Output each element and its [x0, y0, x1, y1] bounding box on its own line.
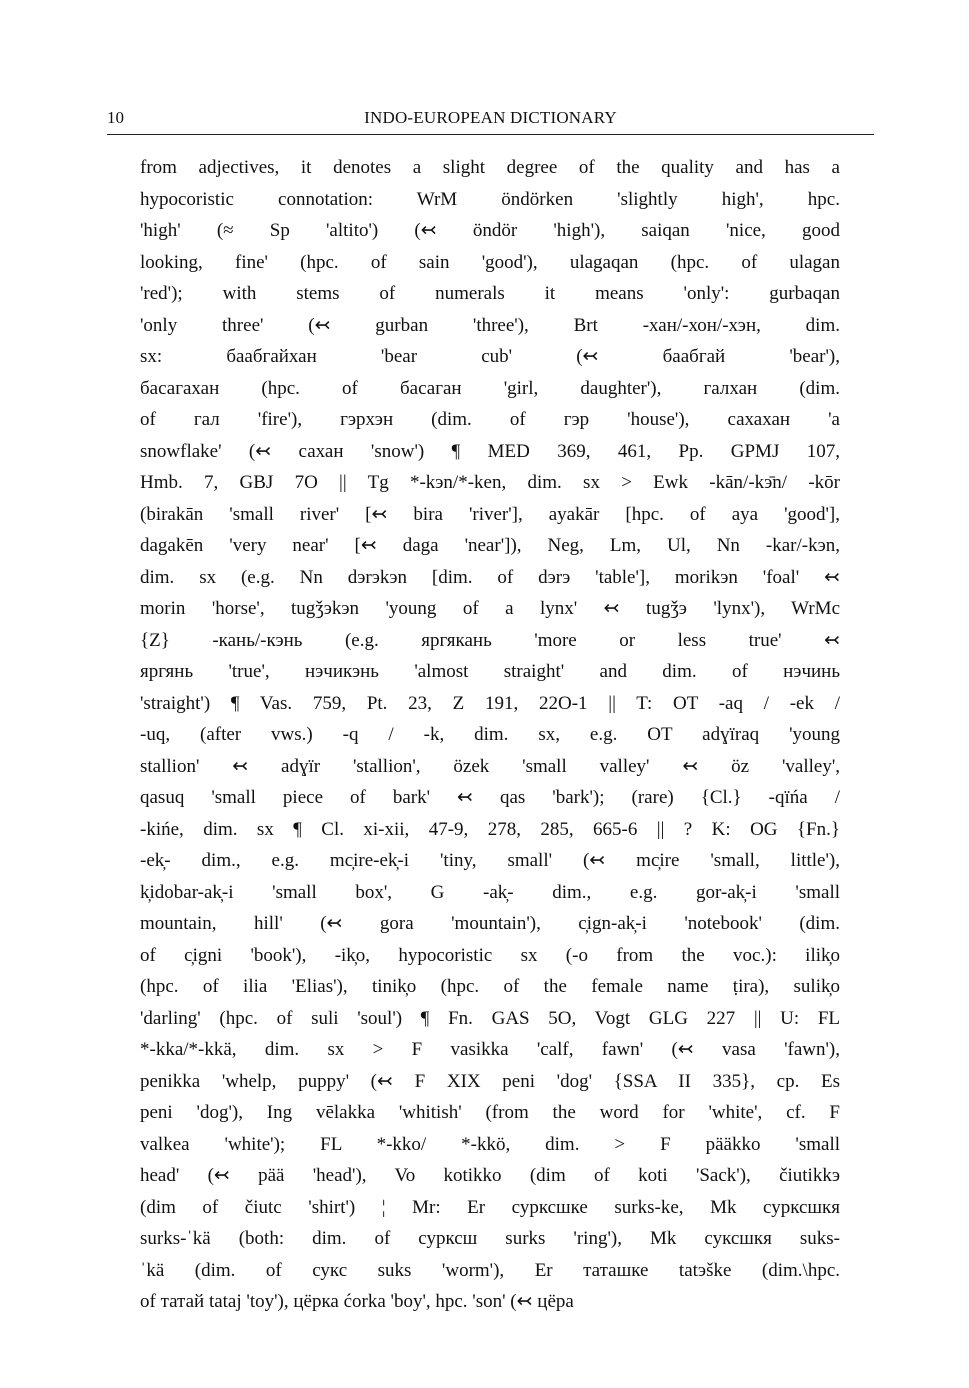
- text-line-15: morin 'horse', tugǯэkэn 'young of a lynx' ↢ tugǯэ 'lynx'), WrMc: [140, 598, 840, 619]
- text-line-23: -ek̦- dim., e.g. mc̦ire-ek̦-i 'tiny, small' (↢ mc̦ire 'small, little'),: [140, 850, 840, 871]
- dictionary-entry-body: [140, 152, 840, 1318]
- text-line-29: *-kka/*-kkä, dim. sx > F vasikka 'calf, fawn' (↢ vasa 'fawn'),: [140, 1039, 840, 1060]
- text-line-8: басагахан (hpc. of басаган 'girl, daughter'), галхан (dim.: [140, 377, 840, 399]
- text-line-30: penikka 'whelp, puppy' (↢ F XIX peni 'dog' {SSA II 335}, cp. Es: [140, 1070, 840, 1092]
- text-line-12: (birakān 'small river' [↢ bira 'river'], ayakār [hpc. of aya 'good'],: [140, 503, 840, 525]
- text-line-36: ˈkä (dim. of сукс suks 'worm'), Er таташке tatэške (dim.\hpc.: [140, 1259, 840, 1281]
- text-line-1: from adjectives, it denotes a slight degree of the quality and has a: [140, 157, 840, 178]
- text-line-21: qasuq 'small piece of bark' ↢ qas 'bark'); (rare) {Cl.} -qïńa /: [140, 787, 840, 808]
- text-line-18: 'straight') ¶ Vas. 759, Pt. 23, Z 191, 22O-1 || T: OT -aq / -ek /: [140, 692, 840, 714]
- text-line-33: head' (↢ pää 'head'), Vo kotikko (dim of koti 'Sack'), čiutikkэ: [140, 1165, 840, 1186]
- text-line-17: яргянь 'true', нэчикэнь 'almost straight' and dim. of нэчинь: [140, 661, 840, 682]
- text-line-27: (hpc. of ilia 'Elias'), tinik̦o (hpc. of the female name ṭira), sulik̦o: [140, 976, 840, 997]
- text-line-24: k̦idobar-ak̦-i 'small box', G -ak̦- dim., e.g. gor-ak̦-i 'small: [140, 881, 840, 903]
- text-line-10: snowflake' (↢ сахан 'snow') ¶ MED 369, 461, Pp. GPMJ 107,: [140, 440, 840, 462]
- text-line-13: dagakēn 'very near' [↢ daga 'near']), Neg, Lm, Ul, Nn -kar/-kэn,: [140, 535, 840, 556]
- text-line-37: of татай tataj 'toy'), цёрка ćorka 'boy', hpc. 'son' (↢ цёра: [140, 1291, 574, 1312]
- text-line-34: (dim of čiutc 'shirt') ¦ Mr: Er сурксшке surks-ke, Mk сурксшкя: [140, 1196, 840, 1218]
- text-line-16: {Z} -кань/-кэнь (e.g. яргякань 'more or less true' ↢: [140, 629, 840, 651]
- text-line-4: looking, fine' (hpc. of sain 'good'), ulagaqan (hpc. of ulagan: [140, 251, 840, 273]
- text-line-26: of c̦igni 'book'), -ik̦o, hypocoristic sx (-o from the voc.): ilik̦o: [140, 944, 840, 966]
- page-number: 10: [107, 108, 124, 127]
- text-line-35: surks-ˈkä (both: dim. of сурксш surks 'ring'), Mk суксшкя suks-: [140, 1228, 840, 1249]
- text-line-20: stallion' ↢ adɣïr 'stallion', özek 'small valley' ↢ öz 'valley',: [140, 755, 840, 777]
- text-line-3: 'high' (≈ Sp 'altito') (↢ öndör 'high'), saiqan 'nice, good: [140, 220, 840, 241]
- text-line-2: hypocoristic connotation: WrM öndörken 'slightly high', hpc.: [140, 188, 840, 210]
- text-line-22: -kińe, dim. sx ¶ Cl. xi-xii, 47-9, 278, 285, 665-6 || ? K: OG {Fn.}: [140, 818, 840, 840]
- text-line-25: mountain, hill' (↢ gora 'mountain'), c̦ign-ak̦-i 'notebook' (dim.: [140, 913, 840, 934]
- text-line-28: 'darling' (hpc. of suli 'soul') ¶ Fn. GAS 5O, Vogt GLG 227 || U: FL: [140, 1007, 840, 1029]
- text-line-11: Hmb. 7, GBJ 7O || Tg *-kэn/*-ken, dim. sx > Ewk -kān/-kэ̄n/ -kōr: [140, 472, 840, 493]
- running-title: INDO-EUROPEAN DICTIONARY: [364, 108, 617, 127]
- text-line-32: valkea 'white'); FL *-kko/ *-kkö, dim. > F pääkko 'small: [140, 1133, 840, 1155]
- text-line-19: -uq, (after vws.) -q / -k, dim. sx, e.g. OT adɣïraq 'young: [140, 724, 840, 745]
- text-line-5: 'red'); with stems of numerals it means 'only': gurbaqan: [140, 283, 840, 304]
- text-line-9: of гал 'fire'), гэрхэн (dim. of гэр 'house'), сахахан 'a: [140, 409, 840, 430]
- text-line-31: peni 'dog'), Ing vēlakka 'whitish' (from the word for 'white', cf. F: [140, 1102, 840, 1123]
- text-line-14: dim. sx (e.g. Nn dэrэkэn [dim. of dэrэ 'table'], morikэn 'foal' ↢: [140, 566, 840, 588]
- text-line-7: sx: баабгайхан 'bear cub' (↢ баабгай 'bear'),: [140, 346, 840, 367]
- page-header: [107, 104, 874, 135]
- text-line-6: 'only three' (↢ gurban 'three'), Brt -хан/-хон/-хэн, dim.: [140, 314, 840, 336]
